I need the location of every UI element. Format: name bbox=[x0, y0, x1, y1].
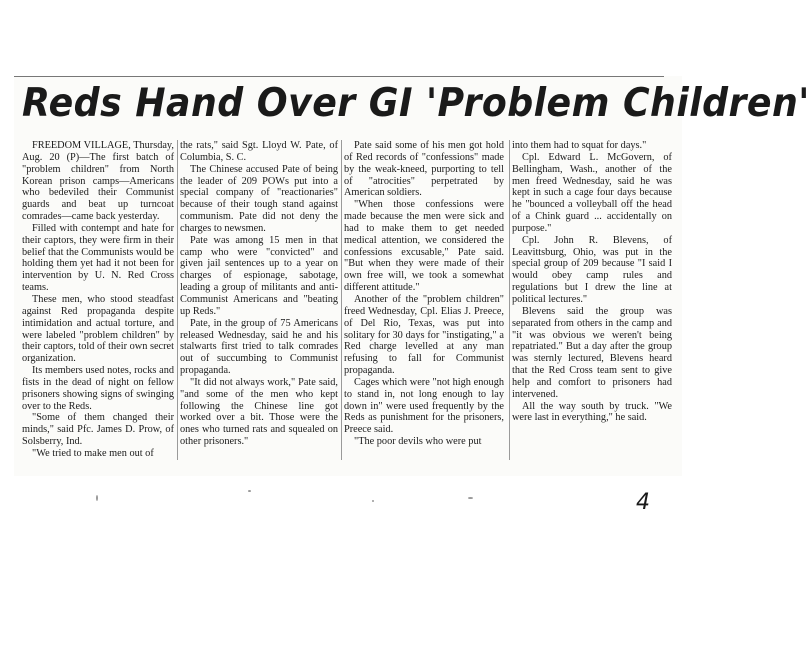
paragraph: Pate was among 15 men in that camp who were "convicted" and given jail sentences up to a year on charges of espionage, sabotage, leading a group of militants and anti-Communist Americans and "beating up Reds." bbox=[180, 234, 338, 317]
paragraph: Pate, in the group of 75 Americans released Wednesday, said he and his stalwarts first tried to talk comrades out of succumbing to Communist propaganda. bbox=[180, 317, 338, 377]
article-column-4 bbox=[512, 140, 672, 424]
paragraph: Blevens said the group was separated from others in the camp and "it was obvious we weren't being repatriated." But a day after the group was sternly lectured, Blevens heard that the Red Cross team sent to give help and comfort to prisoners had intervened. bbox=[512, 305, 672, 400]
paragraph: "When those confessions were made because the men were sick and had to make them to get needed medical attention, we considered the confessions excusable," Pate said. "But when they were made of their own free will, we took a somewhat different attitude." bbox=[344, 199, 504, 294]
scan-speck bbox=[372, 500, 374, 502]
paragraph: All the way south by truck. "We were last in everything," he said. bbox=[512, 400, 672, 424]
paragraph: into them had to squat for days." bbox=[512, 140, 647, 151]
article-column-2 bbox=[180, 140, 338, 448]
paragraph: Filled with contempt and hate for their captors, they were firm in their belief that the Communists would be holding them yet had it not been for intervention by U. N. Red Cross teams. bbox=[22, 222, 174, 294]
column-rule bbox=[341, 140, 342, 460]
column-rule bbox=[177, 140, 178, 460]
page-number: 4 bbox=[636, 490, 650, 515]
column-rule bbox=[509, 140, 510, 460]
paragraph: Another of the "problem children" freed Wednesday, Cpl. Elias J. Preece, of Del Rio, Texas, was put into solitary for 30 days for "instigating," a Red charge levelled at any man refusing to fall for Communist propaganda. bbox=[344, 293, 504, 377]
paragraph: "We tried to make men out of bbox=[32, 447, 154, 459]
paragraph: Cages which were "not high enough to stand in, not long enough to lay down in" were used frequently by the Reds as punishment for the prisoners, Preece said. bbox=[344, 376, 504, 436]
scan-speck bbox=[96, 495, 98, 501]
paragraph: Pate said some of his men got hold of Red records of "confessions" made by the weak-kneed, purporting to tell of "atrocities" perpetrated by American soldiers. bbox=[344, 140, 504, 199]
paragraph: Cpl. John R. Blevens, of Leavittsburg, Ohio, was put in the special group of 209 because "I said I would obey camp rules and regulations but I drew the line at political lectures." bbox=[512, 234, 672, 305]
article-column-1 bbox=[22, 140, 174, 460]
paragraph: "It did not always work," Pate said, "and some of the men who kept following the Chinese line got worked over a bit. Those were the ones who turned rats and squealed on other prisoners." bbox=[180, 376, 338, 448]
article-column-3 bbox=[344, 140, 504, 448]
scan-speck bbox=[248, 490, 251, 492]
paragraph: "The poor devils who were put bbox=[354, 436, 482, 448]
scan-speck bbox=[468, 497, 473, 499]
paragraph: The Chinese accused Pate of being the leader of 209 POWs put into a special company of "reactionaries" because of their tough stand against communism. Pate did not deny the charges to newsmen. bbox=[180, 163, 338, 234]
paragraph: These men, who stood steadfast against Red propaganda despite intimidation and actual torture, and were labeled "problem children" by their captors, told of their own secret organization. bbox=[22, 293, 174, 365]
paragraph: Its members used notes, rocks and fists in the dead of night on fellow prisoners showing signs of swinging over to the Reds. bbox=[22, 365, 174, 412]
paragraph: Cpl. Edward L. McGovern, of Bellingham, Wash., another of the men freed Wednesday, said he was kept in such a cage four days because he "bounced a volleyball off the head of a Chink guard ... accidentally on purpose." bbox=[512, 151, 672, 234]
paragraph: FREEDOM VILLAGE, Thursday, Aug. 20 (P)—The first batch of "problem children" from North Korean prison camps—Americans who bedeviled their Communist guards and beat up turncoat comrades—came back yesterday. bbox=[22, 140, 174, 223]
paragraph: the rats," said Sgt. Lloyd W. Pate, of Columbia, S. C. bbox=[180, 140, 338, 163]
headline: Reds Hand Over GI 'Problem Children' bbox=[22, 81, 810, 126]
paragraph: "Some of them changed their minds," said Pfc. James D. Prow, of Solsberry, Ind. bbox=[22, 412, 174, 448]
top-border-rule bbox=[14, 76, 664, 77]
